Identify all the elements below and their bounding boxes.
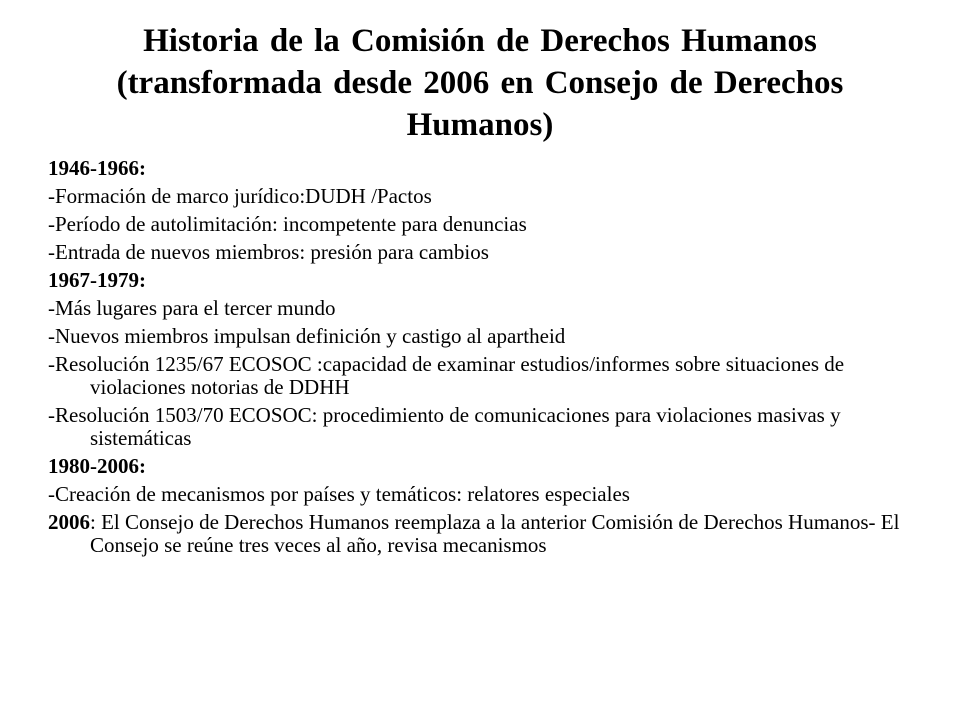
year-2006-label: 2006 [48,510,90,534]
list-item: -Creación de mecanismos por países y temáticos: relatores especiales [48,482,630,506]
list-item: -Período de autolimitación: incompetente para denuncias [48,212,527,236]
title-line-1: Historia de la Comisión de Derechos Humanos [143,23,817,59]
list-item: -Nuevos miembros impulsan definición y castigo al apartheid [48,324,566,348]
title-line-3: Humanos) [406,107,554,143]
list-item-2006-text: : El Consejo de Derechos Humanos reemplaza a la anterior Comisión de Derechos Humanos- El Consejo se reúne tres veces al año, revisa mecanismos [90,510,900,557]
slide-body-list [48,157,938,562]
list-item: -Formación de marco jurídico:DUDH /Pactos [48,184,432,208]
list-item: -Resolución 1235/67 ECOSOC :capacidad de examinar estudios/informes sobre situaciones de violaciones notorias de DDHH [48,352,845,399]
period-heading-1980-2006: 1980-2006: [48,454,146,478]
list-item: -Resolución 1503/70 ECOSOC: procedimiento de comunicaciones para violaciones masivas y sistemáticas [48,403,841,450]
title-line-2: (transformada desde 2006 en Consejo de Derechos [116,65,844,101]
slide-title [60,20,900,146]
list-item: -Entrada de nuevos miembros: presión para cambios [48,240,489,264]
period-heading-1967-1979: 1967-1979: [48,268,146,292]
list-item-2006 [48,511,938,557]
period-heading-1946-1966: 1946-1966: [48,156,146,180]
list-item: -Más lugares para el tercer mundo [48,296,336,320]
